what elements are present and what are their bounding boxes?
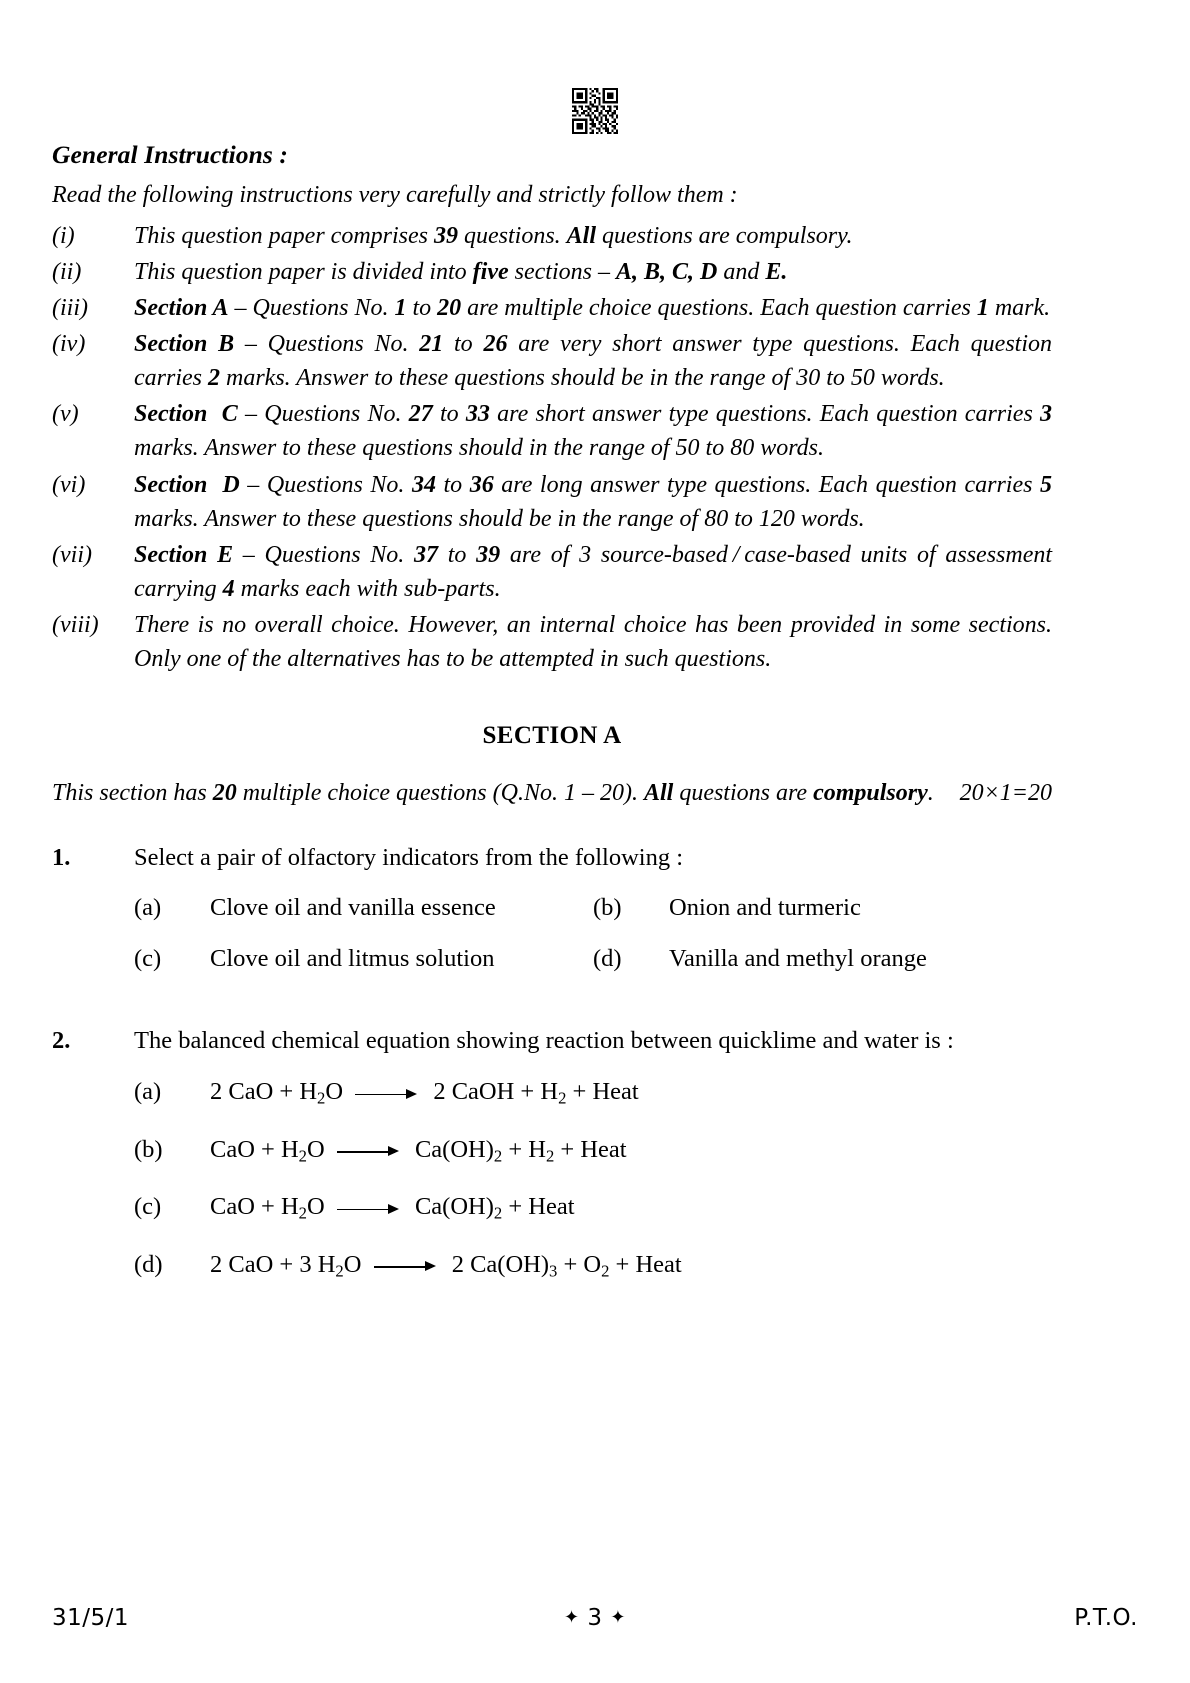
question-number: 2. <box>52 1026 71 1054</box>
read-instructions-line: Read the following instructions very carefully and strictly follow them : <box>52 182 738 208</box>
star-right-icon: ✦ <box>610 1607 626 1628</box>
option-label: (d) <box>134 1250 163 1278</box>
question-body <box>134 1023 1052 1305</box>
instruction-text: Section C – Questions No. 27 to 33 are short answer type questions. Each question carries 3 marks. Answer to these questions should in the range of 50 to 80 words. <box>134 401 1053 462</box>
page-number-group <box>414 1605 776 1631</box>
instruction-item <box>52 255 1052 289</box>
instruction-number: (ii) <box>52 259 82 286</box>
option-d[interactable] <box>134 1247 1052 1283</box>
pto-label: P.T.O. <box>1074 1605 1138 1631</box>
question-body <box>134 840 1052 993</box>
instruction-number: (iii) <box>52 295 88 322</box>
page-content <box>52 140 1052 1304</box>
option-a[interactable] <box>134 1074 1052 1110</box>
option-label: (d) <box>593 945 622 973</box>
instruction-text: There is no overall choice. However, an internal choice has been provided in some sections. Only one of the alternatives has to be attempted in such questions. <box>134 611 1052 672</box>
option-text: Onion and turmeric <box>669 893 861 921</box>
option-b[interactable] <box>593 890 1052 926</box>
qr-code-container <box>0 88 1190 139</box>
instruction-item <box>52 608 1052 676</box>
page-footer <box>52 1605 1138 1631</box>
instruction-number: (viii) <box>52 611 99 638</box>
general-instructions-title: General Instructions : <box>52 140 288 169</box>
question-2-options <box>134 1074 1052 1282</box>
instruction-number: (i) <box>52 223 75 249</box>
instruction-item <box>52 291 1052 325</box>
option-c[interactable] <box>134 1189 1052 1225</box>
instruction-text: Section D – Questions No. 34 to 36 are long answer type questions. Each question carries 5 marks. Answer to these questions should be in the range of 80 to 120 words. <box>134 471 1052 532</box>
instruction-number: (vi) <box>52 471 86 498</box>
instruction-text: This question paper comprises 39 questions. All questions are compulsory. <box>134 223 853 249</box>
option-text: Vanilla and methyl orange <box>669 945 927 973</box>
option-text: Clove oil and vanilla essence <box>210 893 496 921</box>
option-b[interactable] <box>134 1132 1052 1168</box>
page-number: 3 <box>587 1605 603 1631</box>
section-a-heading: SECTION A <box>482 722 622 750</box>
option-equation: 2 CaO + $H_2O$ 2 CaOH + $H_2$ + Heat <box>210 1078 639 1108</box>
instruction-item <box>52 538 1052 606</box>
option-label: (a) <box>134 893 162 921</box>
option-label: (a) <box>134 1078 162 1106</box>
star-left-icon: ✦ <box>564 1607 580 1628</box>
paper-code: 31/5/1 <box>52 1605 130 1631</box>
instruction-item <box>52 327 1052 395</box>
instruction-number: (v) <box>52 401 79 428</box>
option-text: Clove oil and litmus solution <box>210 945 495 973</box>
option-c[interactable] <box>134 941 593 977</box>
instruction-text: Section B – Questions No. 21 to 26 are very short answer type questions. Each question carries 2 marks. Answer to these questions should be in the range of 30 to 50 words. <box>134 331 1053 392</box>
qr-code-icon <box>572 88 618 134</box>
instruction-item <box>52 397 1052 465</box>
option-label: (b) <box>134 1135 163 1163</box>
instructions-list <box>52 219 1052 676</box>
instruction-item <box>52 468 1052 536</box>
option-a[interactable] <box>134 890 593 926</box>
question-2 <box>52 1023 1052 1305</box>
question-stem: Select a pair of olfactory indicators from the following : <box>134 844 684 872</box>
option-label: (c) <box>134 945 162 973</box>
section-a-intro <box>52 776 1052 810</box>
option-label: (b) <box>593 893 622 921</box>
question-1-options <box>134 890 1052 993</box>
instruction-text: This question paper is divided into five sections – A, B, C, D and E. <box>134 259 788 286</box>
section-a-marks: 20×1=20 <box>959 780 1052 807</box>
question-stem: The balanced chemical equation showing reaction between quicklime and water is : <box>134 1026 954 1054</box>
question-1 <box>52 840 1052 993</box>
section-a-intro-text: This section has 20 multiple choice questions (Q.No. 1 – 20). All questions are compulsory. <box>52 780 934 807</box>
option-equation: CaO + $H_2O$ $Ca(OH)_2 + H_2$ + Heat <box>210 1135 627 1166</box>
option-label: (c) <box>134 1193 162 1221</box>
option-equation: 2 CaO + 3 $H_2O$ 2 $Ca(OH)_3 + O_2$ + Heat <box>210 1250 682 1281</box>
option-equation: CaO + $H_2O$ $Ca(OH)_2$ + Heat <box>210 1193 575 1223</box>
option-d[interactable] <box>593 941 1052 977</box>
question-number: 1. <box>52 844 71 872</box>
instruction-item <box>52 219 1052 253</box>
instruction-text: Section E – Questions No. 37 to 39 are of 3 source-based / case-based units of assessment carrying 4 marks each with sub-parts. <box>134 541 1053 602</box>
instruction-number: (vii) <box>52 541 92 568</box>
instruction-text: Section A – Questions No. 1 to 20 are multiple choice questions. Each question carries 1 mark. <box>134 295 1051 322</box>
instruction-number: (iv) <box>52 331 86 358</box>
